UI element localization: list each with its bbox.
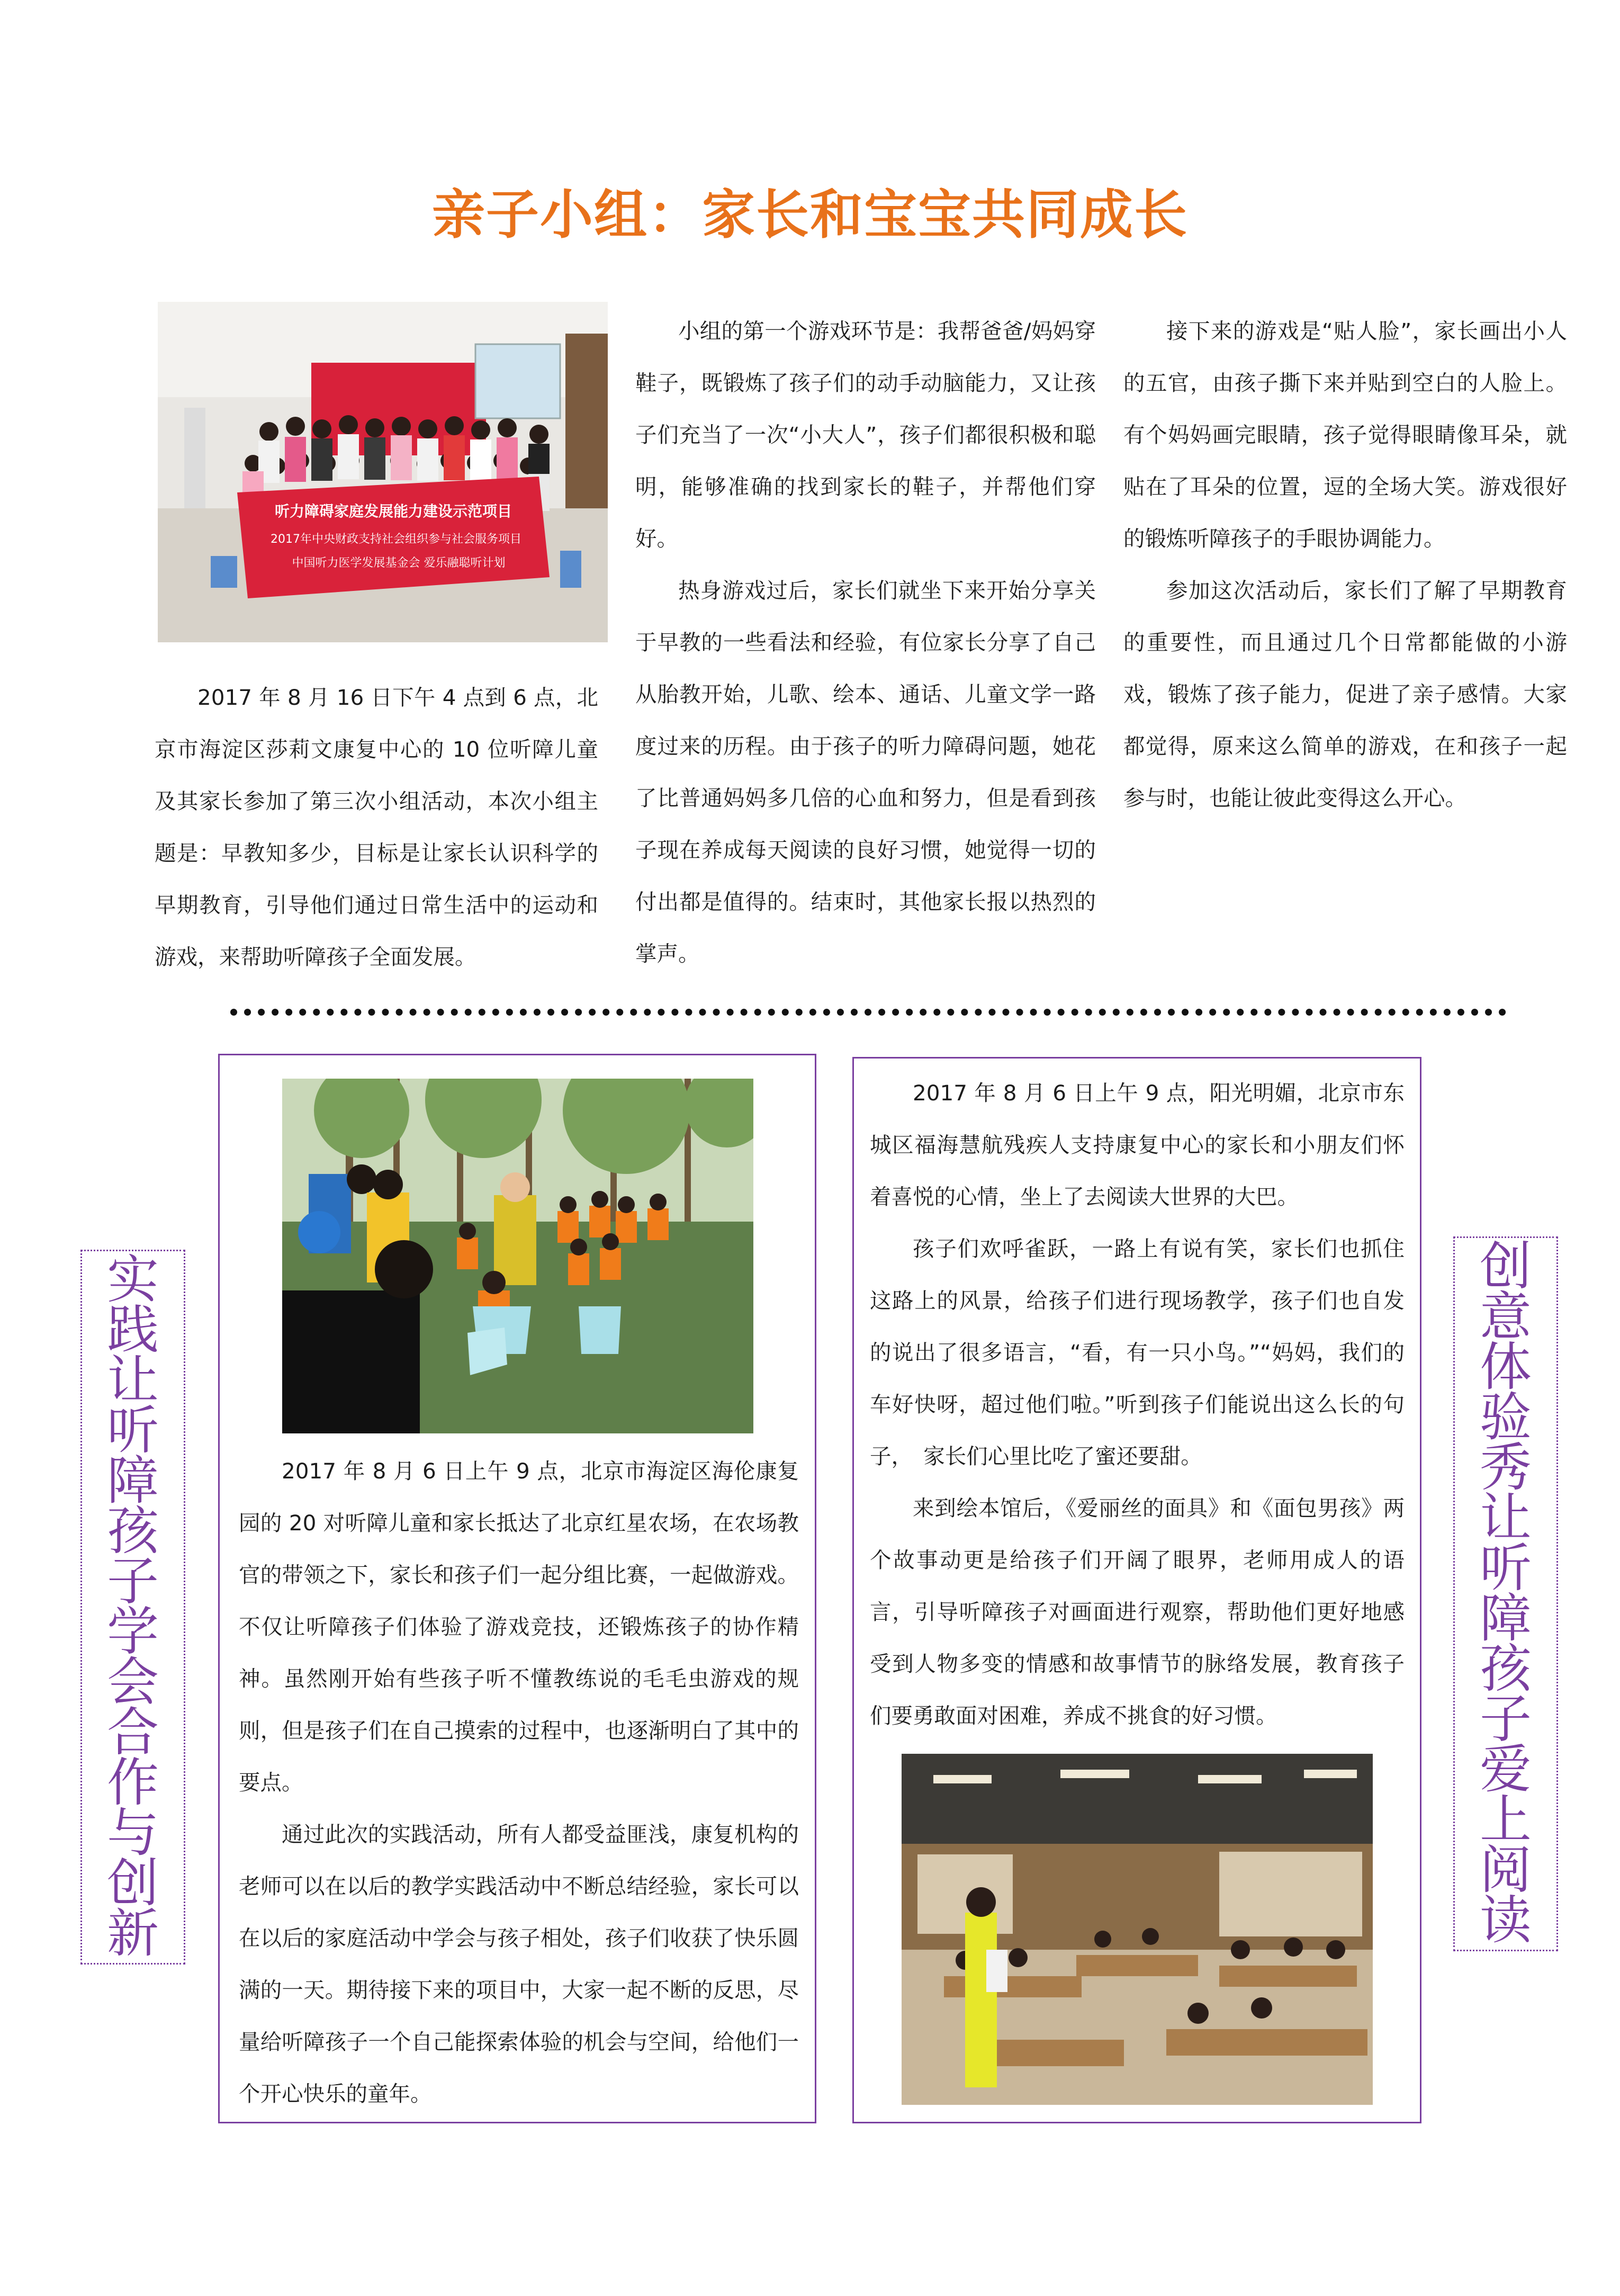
banner-line-1: 听力障碍家庭发展能力建设示范项目 (274, 503, 512, 520)
paragraph: 热身游戏过后，家长们就坐下来开始分享关于早教的一些看法和经验，有位家长分享了自己从胎教开始，儿歌、绘本、通话、儿童文学一路度过来的历程。由于孩子的听力障碍问题，她花了比普通妈妈多几倍的心血和努力，但是看到孩子现在养成每天阅读的良好习惯，她觉得一切的付出都是值得的。结束时，其他家长报以热烈的掌声。 (635, 578, 1096, 966)
paragraph: 2017 年 8 月 6 日上午 9 点，阳光明媚，北京市东城区福海慧航残疾人支持康复中心的家长和小朋友们怀着喜悦的心情，坐上了去阅读大世界的大巴。 (870, 1080, 1405, 1209)
paragraph: 来到绘本馆后，《爱丽丝的面具》和《面包男孩》两个故事动更是给孩子们开阔了眼界，老师用成人的语言，引导听障孩子对画面进行观察，帮助他们更好地感受到人物多变的情感和故事情节的脉络发展，教育孩子们要勇敢面对困难，养成不挑食的好习惯。 (870, 1495, 1405, 1728)
left-section-box (218, 1054, 816, 2123)
right-vertical-title (1453, 1236, 1558, 1951)
paragraph: 通过此次的实践活动，所有人都受益匪浅，康复机构的老师可以在以后的教学实践活动中不断总结经验，家长可以在以后的家庭活动中学会与孩子相处，孩子们收获了快乐圆满的一天。期待接下来的项目中，大家一起不断的反思，尽量给听障孩子一个自己能探索体验的机会与空间，给他们一个开心快乐的童年。 (239, 1822, 799, 2106)
section-divider (230, 1009, 1506, 1016)
paragraph: 孩子们欢呼雀跃，一路上有说有笑，家长们也抓住这路上的风景，给孩子们进行现场教学，孩子们也自发的说出了很多语言，“看，有一只小鸟。”“妈妈，我们的车好快呀，超过他们啦。”听到孩子们能说出这么长的句子， 家长们心里比吃了蜜还要甜。 (870, 1236, 1405, 1469)
left-vertical-title-text: 实践让听障孩子学会合作与创新 (106, 1250, 159, 1964)
right-vertical-title-text: 创意体验秀让听障孩子爱上阅读 (1479, 1236, 1532, 1951)
page-title: 亲子小组：家长和宝宝共同成长 (432, 184, 1188, 246)
banner-line-2: 2017年中央财政支持社会组织参与社会服务项目 (271, 533, 521, 546)
top-column-1 (155, 671, 598, 983)
group-photo (158, 302, 608, 642)
banner-line-3: 中国听力医学发展基金会 爱乐融聪听计划 (292, 557, 506, 570)
left-section-text (239, 1445, 799, 2120)
paragraph: 参加这次活动后，家长们了解了早期教育的重要性，而且通过几个日常都能做的小游戏，锻炼了孩子能力，促进了亲子感情。大家都觉得，原来这么简单的游戏，在和孩子一起参与时，也能让彼此变得这么开心。 (1123, 578, 1567, 811)
right-section-text (870, 1067, 1405, 1742)
paragraph: 接下来的游戏是“贴人脸”，家长画出小人的五官，由孩子撕下来并贴到空白的人脸上。有个妈妈画完眼睛，孩子觉得眼睛像耳朵，就贴在了耳朵的位置，逗的全场大笑。游戏很好的锻炼听障孩子的手眼协调能力。 (1123, 318, 1567, 551)
top-column-2 (635, 305, 1096, 980)
paragraph: 2017 年 8 月 6 日上午 9 点，北京市海淀区海伦康复园的 20 对听障儿童和家长抵达了北京红星农场，在农场教官的带领之下，家长和孩子们一起分组比赛，一起做游戏。不仅让听障孩子们体验了游戏竞技，还锻炼孩子的协作精神。虽然刚开始有些孩子听不懂教练说的毛毛虫游戏的规则，但是孩子们在自己摸索的过程中，也逐渐明白了其中的要点。 (239, 1458, 799, 1795)
top-column-3 (1123, 305, 1567, 824)
right-section-box (852, 1057, 1421, 2123)
picture-book-library-photo (902, 1754, 1373, 2105)
left-vertical-title (80, 1250, 185, 1965)
paragraph: 2017 年 8 月 16 日下午 4 点到 6 点，北京市海淀区莎莉文康复中心的 10 位听障儿童及其家长参加了第三次小组活动，本次小组主题是：早教知多少，目标是让家长认识科学的早期教育，引导他们通过日常生活中的运动和游戏，来帮助听障孩子全面发展。 (155, 685, 598, 970)
paragraph: 小组的第一个游戏环节是：我帮爸爸/妈妈穿鞋子，既锻炼了孩子们的动手动脑能力，又让孩子们充当了一次“小大人”，孩子们都很积极和聪明，能够准确的找到家长的鞋子，并帮他们穿好。 (635, 318, 1096, 551)
farm-game-photo (282, 1079, 753, 1433)
